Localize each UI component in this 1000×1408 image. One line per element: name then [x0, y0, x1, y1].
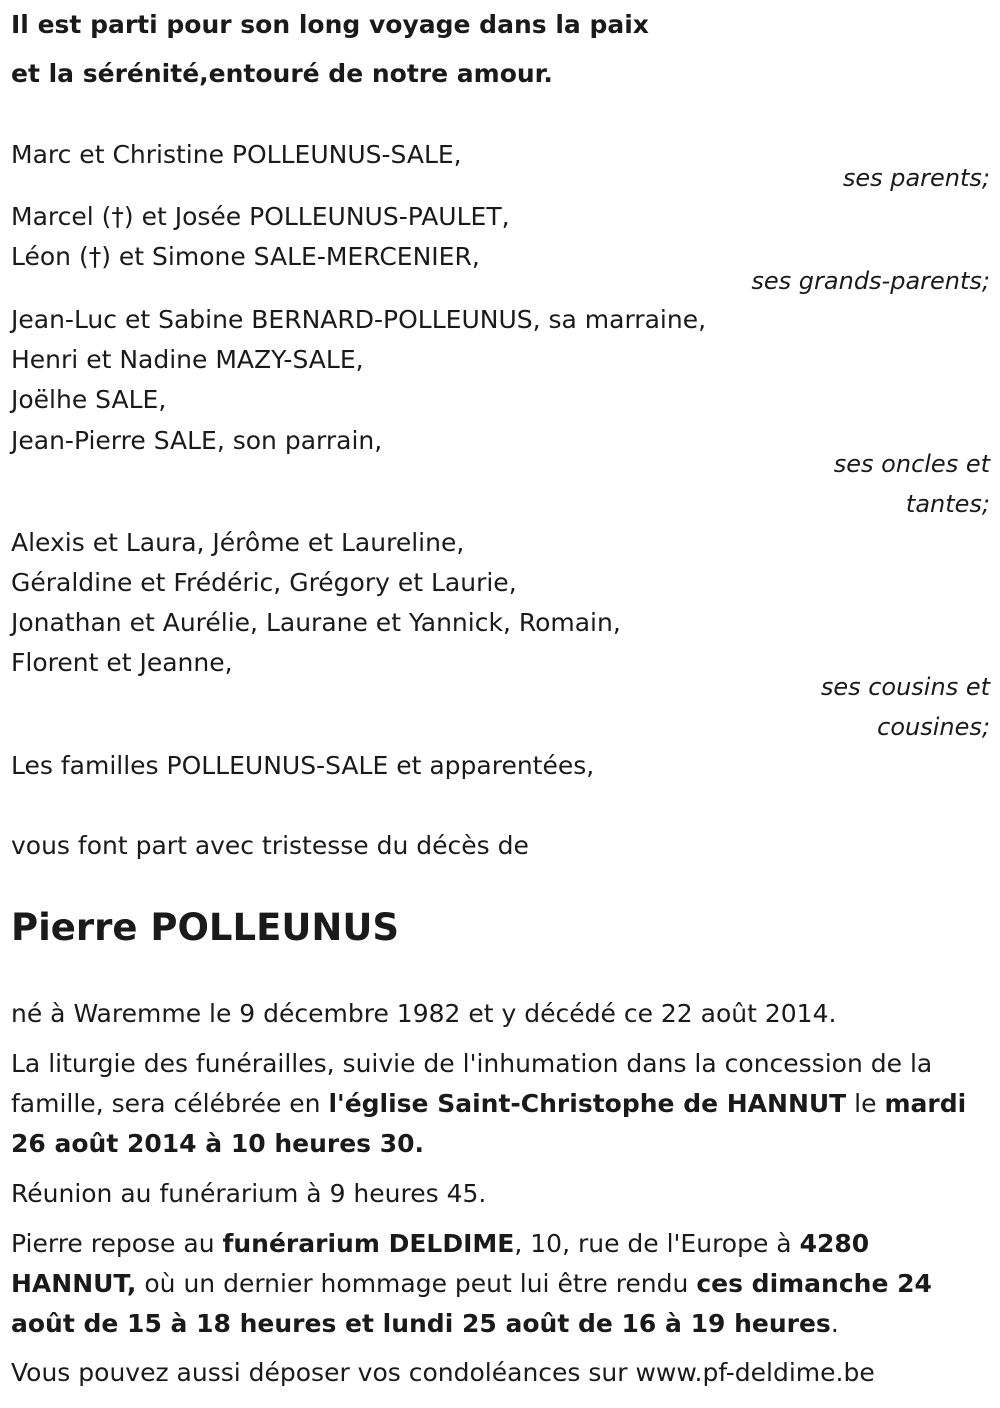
- cousins-name-3: Jonathan et Aurélie, Laurane et Yannick, Romain,: [11, 608, 621, 637]
- cousins-role-2: cousines;: [877, 713, 990, 741]
- cousins-name-2: Géraldine et Frédéric, Grégory et Laurie,: [11, 568, 517, 597]
- uncles-role-2: tantes;: [905, 490, 990, 518]
- birth-death-line: né à Waremme le 9 décembre 1982 et y décédé ce 22 août 2014.: [11, 999, 837, 1028]
- rest-funeral-home: funérarium DELDIME: [222, 1229, 515, 1258]
- rest-text-4: .: [830, 1309, 839, 1338]
- uncles-name-2: Henri et Nadine MAZY-SALE,: [11, 345, 364, 374]
- grandparents-name-2: Léon (†) et Simone SALE-MERCENIER,: [11, 242, 480, 271]
- parents-role: ses parents;: [842, 164, 990, 192]
- parents-name: Marc et Christine POLLEUNUS-SALE,: [11, 140, 462, 169]
- liturgy-paragraph: [11, 1044, 986, 1164]
- rest-paragraph: [11, 1224, 986, 1344]
- uncles-name-3: Joëlhe SALE,: [11, 385, 167, 414]
- intro-line-2: et la sérénité,entouré de notre amour.: [11, 59, 553, 88]
- meeting-line: Réunion au funérarium à 9 heures 45.: [11, 1179, 487, 1208]
- liturgy-date: mardi 26 août 2014 à 10 heures 30.: [11, 1089, 967, 1158]
- announce-line: vous font part avec tristesse du décès de: [11, 831, 529, 860]
- liturgy-text-2: le: [846, 1089, 885, 1118]
- rest-text-2: , 10, rue de l'Europe à: [514, 1229, 800, 1258]
- uncles-name-4: Jean-Pierre SALE, son parrain,: [11, 426, 383, 455]
- liturgy-church: l'église Saint-Christophe de HANNUT: [328, 1089, 847, 1118]
- liturgy-text-1: La liturgie des funérailles, suivie de l'inhumation dans la concession de la famille, sera célébrée en: [11, 1049, 933, 1118]
- uncles-name-1: Jean-Luc et Sabine BERNARD-POLLEUNUS, sa marraine,: [11, 305, 707, 334]
- rest-city: 4280 HANNUT,: [11, 1229, 870, 1298]
- deceased-name: Pierre POLLEUNUS: [11, 906, 400, 949]
- families-line: Les familles POLLEUNUS-SALE et apparentées,: [11, 751, 595, 780]
- rest-visits: ces dimanche 24 août de 15 à 18 heures et lundi 25 août de 16 à 19 heures: [11, 1269, 932, 1338]
- cousins-name-1: Alexis et Laura, Jérôme et Laureline,: [11, 528, 465, 557]
- condolences-line: Vous pouvez aussi déposer vos condoléances sur www.pf-deldime.be: [11, 1358, 875, 1387]
- cousins-name-4: Florent et Jeanne,: [11, 648, 233, 677]
- rest-text-3: où un dernier hommage peut lui être rendu: [136, 1269, 697, 1298]
- rest-text-1: Pierre repose au: [11, 1229, 223, 1258]
- intro-line-1: Il est parti pour son long voyage dans la paix: [11, 10, 649, 39]
- grandparents-role: ses grands-parents;: [751, 267, 990, 295]
- uncles-role-1: ses oncles et: [833, 450, 990, 478]
- grandparents-name-1: Marcel (†) et Josée POLLEUNUS-PAULET,: [11, 202, 510, 231]
- cousins-role-1: ses cousins et: [820, 673, 990, 701]
